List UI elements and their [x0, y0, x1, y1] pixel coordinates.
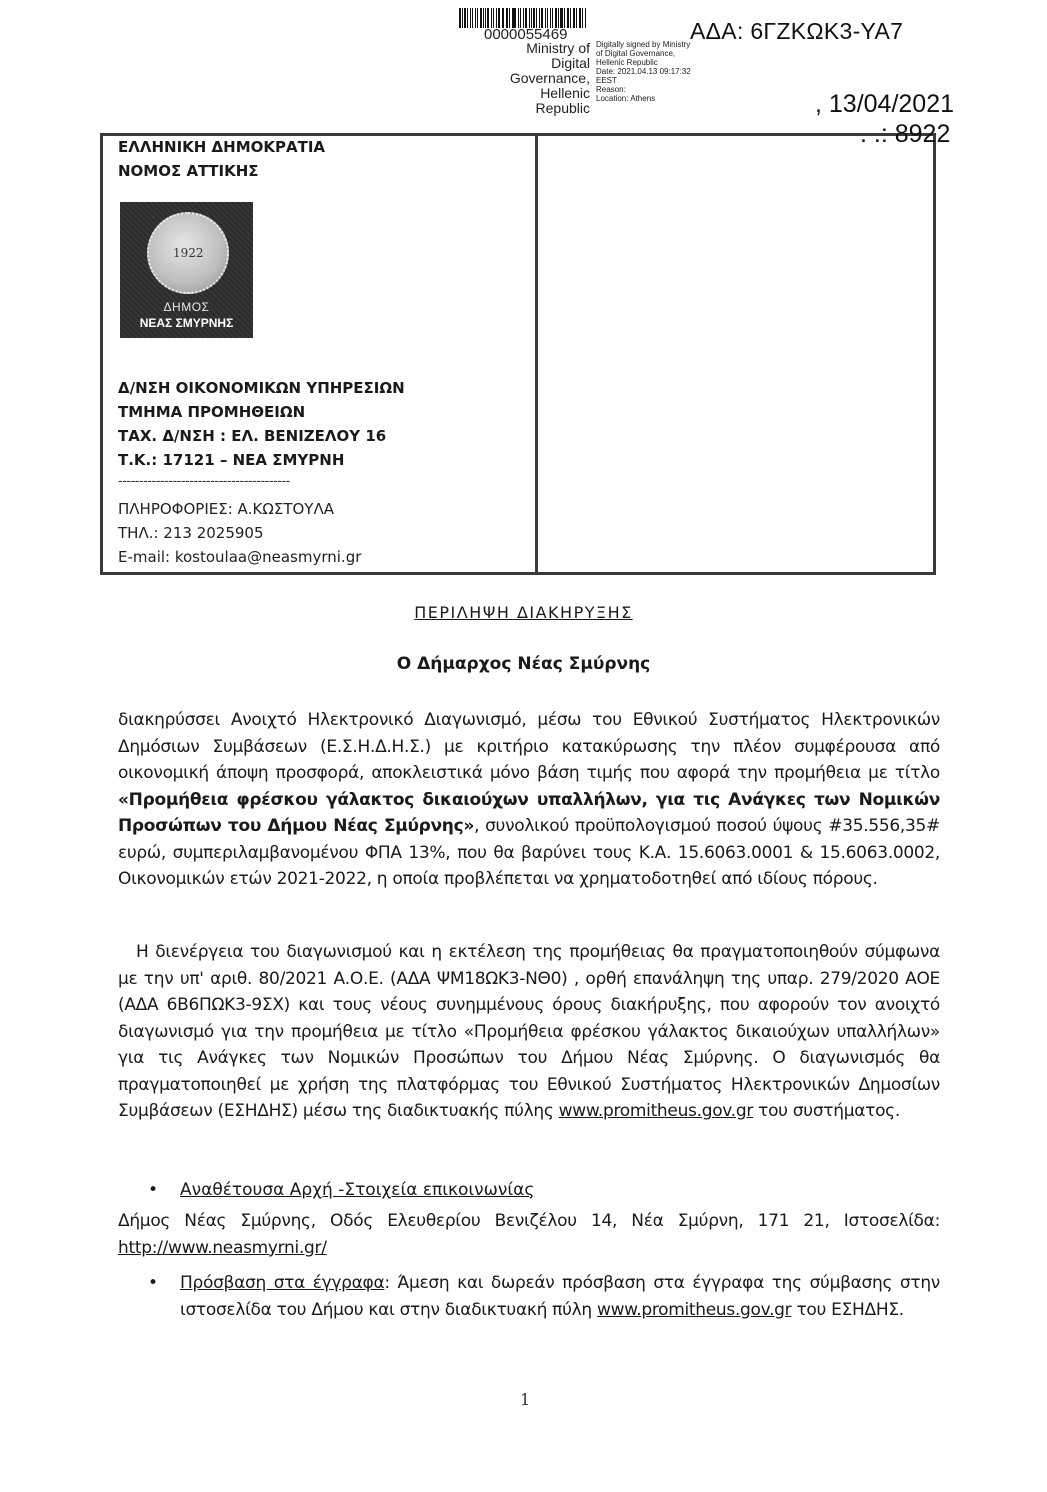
- paragraph-announcement: [118, 707, 940, 893]
- contact-info: [118, 497, 361, 569]
- barcode-bar: [567, 8, 569, 28]
- document-title: ΠΕΡΙΛΗΨΗ ΔΙΑΚΗΡΥΞΗΣ: [414, 603, 633, 622]
- tender-title: «Προμήθεια φρέσκου γάλακτος δικαιούχων υπαλλήλων, για τις Ανάγκες των Νομικών Προσώπων του Δήμου Νέας Σμύρνης»: [118, 789, 940, 836]
- postal-address: ΤΑΧ. Δ/ΝΣΗ : ΕΛ. ΒΕΝΙΖΕΛΟΥ 16: [118, 427, 387, 445]
- barcode-bar: [487, 8, 489, 28]
- contact-person: ΠΛΗΡΟΦΟΡΙΕΣ: Α.ΚΩΣΤΟΥΛΑ: [118, 500, 334, 518]
- barcode-bar: [550, 8, 551, 28]
- barcode-bar: [539, 8, 540, 28]
- page-number: 1: [520, 1390, 531, 1409]
- signature-line: of Digital Governance,: [596, 49, 676, 58]
- coin-year: 1922: [173, 246, 204, 260]
- barcode-bar: [459, 8, 461, 28]
- barcode-bar: [570, 8, 571, 28]
- promitheus-link-2[interactable]: www.promitheus.gov.gr: [596, 1299, 792, 1320]
- barcode-bar: [491, 8, 493, 28]
- barcode-bar: [480, 8, 482, 28]
- bullet2-text: : Άμεση και δωρεάν πρόσβαση στα έγγραφα της σύμβασης στην ιστοσελίδα του Δήμου και στην διαδικτυακή πύλη: [180, 1273, 940, 1320]
- prefecture-name: ΝΟΜΟΣ ΑΤΤΙΚΗΣ: [118, 162, 259, 180]
- barcode-bar: [502, 8, 503, 28]
- para2-text: Η διενέργεια του διαγωνισμού και η εκτέλεση της προμήθειας θα πραγματοποιηθούν σύμφωνα με την υπ' αριθ. 80/2021 Α.Ο.Ε. (ΑΔΑ ΨΜ18ΩΚ3-ΝΘ0) , ορθή επανάληψη της υπαρ. 279/2020 ΑΟΕ (ΑΔΑ 6Β6ΠΩΚ3-9ΣΧ) και τους νέους συνημμένους όρους διακήρυξης, που αφορούν τον ανοιχτό διαγωνισμό για την προμήθεια με τίτλο «Προμήθεια φρέσκου γάλακτος δικαιούχων υπαλλήλων» για τις Ανάγκες των Νομικών Προσώπων του Δήμου Νέας Σμύρνης. Ο διαγωνισμός θα πραγματοποιηθεί με χρήση της πλατφόρμας του Εθνικού Συστήματος Ηλεκτρονικών Δημοσίων Συμβάσεων (ΕΣΗΔΗΣ) μέσω της διαδικτυακής πύλης: [118, 942, 940, 1121]
- protocol-number: . .: 8922: [860, 120, 951, 148]
- barcode-bar: [512, 8, 513, 28]
- barcode-bar: [462, 8, 463, 28]
- neasmyrni-link[interactable]: http://www.neasmyrni.gr/: [118, 1237, 327, 1258]
- document-subtitle: Ο Δήμαρχος Νέας Σμύρνης: [396, 654, 651, 674]
- barcode-bar: [520, 8, 521, 28]
- signature-location: Location: Athens: [596, 94, 656, 103]
- bullet-document-access: [148, 1270, 940, 1323]
- barcode-bar: [585, 8, 587, 28]
- barcode-bar: [573, 8, 575, 28]
- barcode-bar: [518, 8, 520, 28]
- promitheus-link[interactable]: www.promitheus.gov.gr: [558, 1101, 754, 1121]
- barcode-bar: [560, 8, 562, 28]
- paragraph-procedure: [118, 939, 940, 1125]
- signature-details: [596, 40, 706, 103]
- barcode-bar: [475, 8, 476, 28]
- ada-code: ΑΔΑ: 6ΓΖΚΩΚ3-ΥΑ7: [690, 18, 904, 44]
- department-info: [118, 376, 405, 472]
- barcode-bar: [582, 8, 583, 28]
- barcode-bar: [464, 8, 466, 28]
- contracting-authority-details: [118, 1208, 940, 1261]
- barcode-bar: [531, 8, 532, 28]
- bullet-icon: •: [148, 1180, 159, 1200]
- barcode-bar: [503, 8, 504, 28]
- barcode-bar: [555, 8, 557, 28]
- coin-emblem-icon: [147, 212, 229, 294]
- barcode-bar: [552, 8, 553, 28]
- barcode-bar: [525, 8, 527, 28]
- country-name: ΕΛΛΗΝΙΚΗ ΔΗΜΟΚΡΑΤΙΑ: [118, 138, 326, 156]
- barcode-bar: [579, 8, 581, 28]
- barcode-bar: [529, 8, 530, 28]
- logo-line-2: ΝΕΑΣ ΣΜΥΡΝΗΣ: [139, 316, 234, 330]
- department-name: Δ/ΝΣΗ ΟΙΚΟΝΟΜΙΚΩΝ ΥΠΗΡΕΣΙΩΝ: [118, 379, 405, 397]
- bullet-contracting-authority: [148, 1180, 534, 1200]
- barcode-bar: [513, 8, 515, 28]
- barcode: [459, 8, 587, 28]
- municipality-logo: [120, 202, 253, 338]
- signature-line: Digitally signed by Ministry: [596, 40, 691, 49]
- issuer-heading: [118, 135, 528, 183]
- barcode-bar: [506, 8, 508, 28]
- barcode-bar: [483, 8, 484, 28]
- barcode-bar: [545, 8, 546, 28]
- contact-phone: ΤΗΛ.: 213 2025905: [118, 524, 264, 542]
- barcode-bar: [541, 8, 543, 28]
- document-title-wrap: [0, 603, 1047, 623]
- barcode-bar: [472, 8, 474, 28]
- signature-reason: Reason:: [596, 85, 626, 94]
- bullet-icon: •: [148, 1273, 158, 1293]
- document-date: , 13/04/2021: [815, 90, 955, 118]
- barcode-bar: [477, 8, 478, 28]
- signature-issuer: Ministry of Digital Governance, Hellenic Republic: [509, 40, 590, 116]
- barcode-bar: [533, 8, 535, 28]
- barcode-bar: [564, 8, 566, 28]
- barcode-bar: [493, 8, 494, 28]
- barcode-bar: [558, 8, 559, 28]
- separator-line: -----------------------------------------: [118, 474, 290, 489]
- barcode-bar: [547, 8, 549, 28]
- contact-email[interactable]: E-mail: kostoulaa@neasmyrni.gr: [118, 548, 362, 566]
- barcode-bar: [496, 8, 497, 28]
- bullet1-heading: Αναθέτουσα Αρχή -Στοιχεία επικοινωνίας: [180, 1180, 535, 1200]
- barcode-bar: [523, 8, 524, 28]
- postal-code: Τ.Κ.: 17121 – ΝΕΑ ΣΜΥΡΝΗ: [118, 451, 345, 469]
- barcode-bar: [536, 8, 537, 28]
- section-name: ΤΜΗΜΑ ΠΡΟΜΗΘΕΙΩΝ: [118, 403, 306, 421]
- barcode-number: 0000055469: [484, 26, 568, 43]
- para2-tail: του συστήματος.: [753, 1101, 900, 1121]
- signature-line: EEST: [596, 76, 617, 85]
- bullet2-tail: του ΕΣΗΔΗΣ.: [791, 1299, 904, 1320]
- barcode-bar: [509, 8, 510, 28]
- bullet2-heading: Πρόσβαση στα έγγραφα: [180, 1273, 385, 1293]
- signature-date: Date: 2021.04.13 09:17:32: [596, 67, 691, 76]
- barcode-bar: [467, 8, 468, 28]
- logo-line-1: ΔΗΜΟΣ: [163, 300, 210, 314]
- barcode-bar: [498, 8, 500, 28]
- header-box-divider: [535, 133, 538, 575]
- signature-line: Hellenic Republic: [596, 58, 658, 67]
- barcode-bar: [470, 8, 471, 28]
- authority-address: Δήμος Νέας Σμύρνης, Οδός Ελευθερίου Βενιζέλου 14, Νέα Σμύρνη, 171 21, Ιστοσελίδα:: [118, 1211, 940, 1231]
- para1-details: , συνολικού προϋπολογισμού ποσού ύψους #35.556,35# ευρώ, συμπεριλαμβανομένου ΦΠΑ 13%, που θα βαρύνει τους Κ.Α. 15.6063.0001 & 15.6063.0002, Οικονομικών ετών 2021-2022, η οποία προβλέπεται να χρηματοδοτηθεί από ιδίους πόρους.: [118, 816, 940, 889]
- para1-intro: διακηρύσσει Ανοιχτό Ηλεκτρονικό Διαγωνισμό, μέσω του Εθνικού Συστήματος Ηλεκτρονικών Δημόσιων Συμβάσεων (Ε.Σ.Η.Δ.Η.Σ.) με κριτήριο κατακύρωσης την πλέον συμφέρουσα από οικονομική άποψη προσφορά, αποκλειστικά μόνο βάση τιμής που αφορά την προμήθεια με τίτλο: [118, 710, 940, 783]
- barcode-bar: [576, 8, 577, 28]
- barcode-bar: [485, 8, 486, 28]
